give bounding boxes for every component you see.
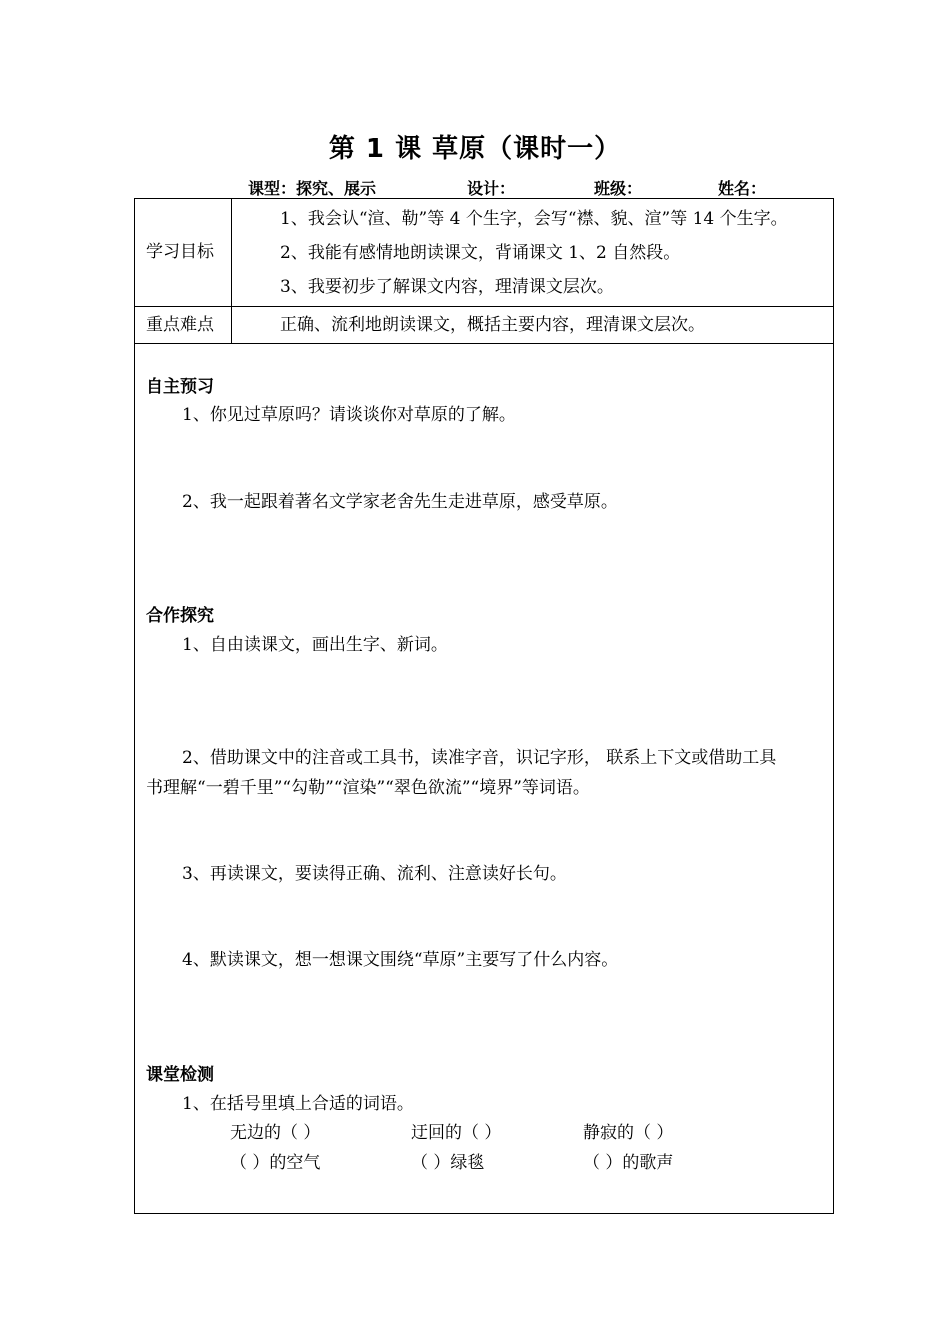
blank-6: （ ）的歌声 xyxy=(583,1153,674,1173)
check-heading: 课堂检测 xyxy=(146,1065,214,1085)
preview-item-2: 2、我一起跟着著名文学家老舍先生走进草原，感受草原。 xyxy=(182,492,618,512)
blank-4: （ ）的空气 xyxy=(230,1153,321,1173)
row-divider-1 xyxy=(134,306,834,307)
name-field: 姓名： xyxy=(718,179,767,198)
explore-heading: 合作探究 xyxy=(146,606,214,626)
row-divider-2 xyxy=(134,343,834,344)
goal-item-2: 2、我能有感情地朗读课文，背诵课文 1、2 自然段。 xyxy=(280,243,681,263)
explore-item-3: 3、再读课文，要读得正确、流利、注意读好长句。 xyxy=(182,864,567,884)
explore-item-2-cont: 书理解“一碧千里”“勾勒”“渲染”“翠色欲流”“境界”等词语。 xyxy=(146,778,590,798)
check-instruction: 1、在括号里填上合适的词语。 xyxy=(182,1094,414,1114)
goal-item-1: 1、我会认“渲、勒”等 4 个生字，会写“襟、貌、渲”等 14 个生字。 xyxy=(280,209,788,229)
worksheet-table xyxy=(134,198,834,1214)
designer-field: 设计： xyxy=(467,179,516,198)
class-field: 班级： xyxy=(594,179,643,198)
blank-3: 静寂的（ ） xyxy=(583,1123,674,1143)
page-title: 第 1 课 草原（课时一） xyxy=(328,134,622,164)
blank-2: 迂回的（ ） xyxy=(411,1123,502,1143)
key-label: 重点难点 xyxy=(146,315,214,335)
column-divider xyxy=(231,198,232,343)
key-text: 正确、流利地朗读课文，概括主要内容，理清课文层次。 xyxy=(280,315,705,335)
goals-label: 学习目标 xyxy=(146,242,214,262)
blank-1: 无边的（ ） xyxy=(230,1123,321,1143)
goal-item-3: 3、我要初步了解课文内容，理清课文层次。 xyxy=(280,277,614,297)
blank-5: （ ）绿毯 xyxy=(411,1153,485,1173)
explore-item-1: 1、自由读课文，画出生字、新词。 xyxy=(182,635,448,655)
lesson-type: 课型：探究、展示 xyxy=(248,179,377,198)
explore-item-4: 4、默读课文，想一想课文围绕“草原”主要写了什么内容。 xyxy=(182,950,619,970)
preview-item-1: 1、你见过草原吗？请谈谈你对草原的了解。 xyxy=(182,405,516,425)
explore-item-2: 2、借助课文中的注音或工具书，读准字音，识记字形， 联系上下文或借助工具 xyxy=(182,748,777,768)
preview-heading: 自主预习 xyxy=(146,377,214,397)
